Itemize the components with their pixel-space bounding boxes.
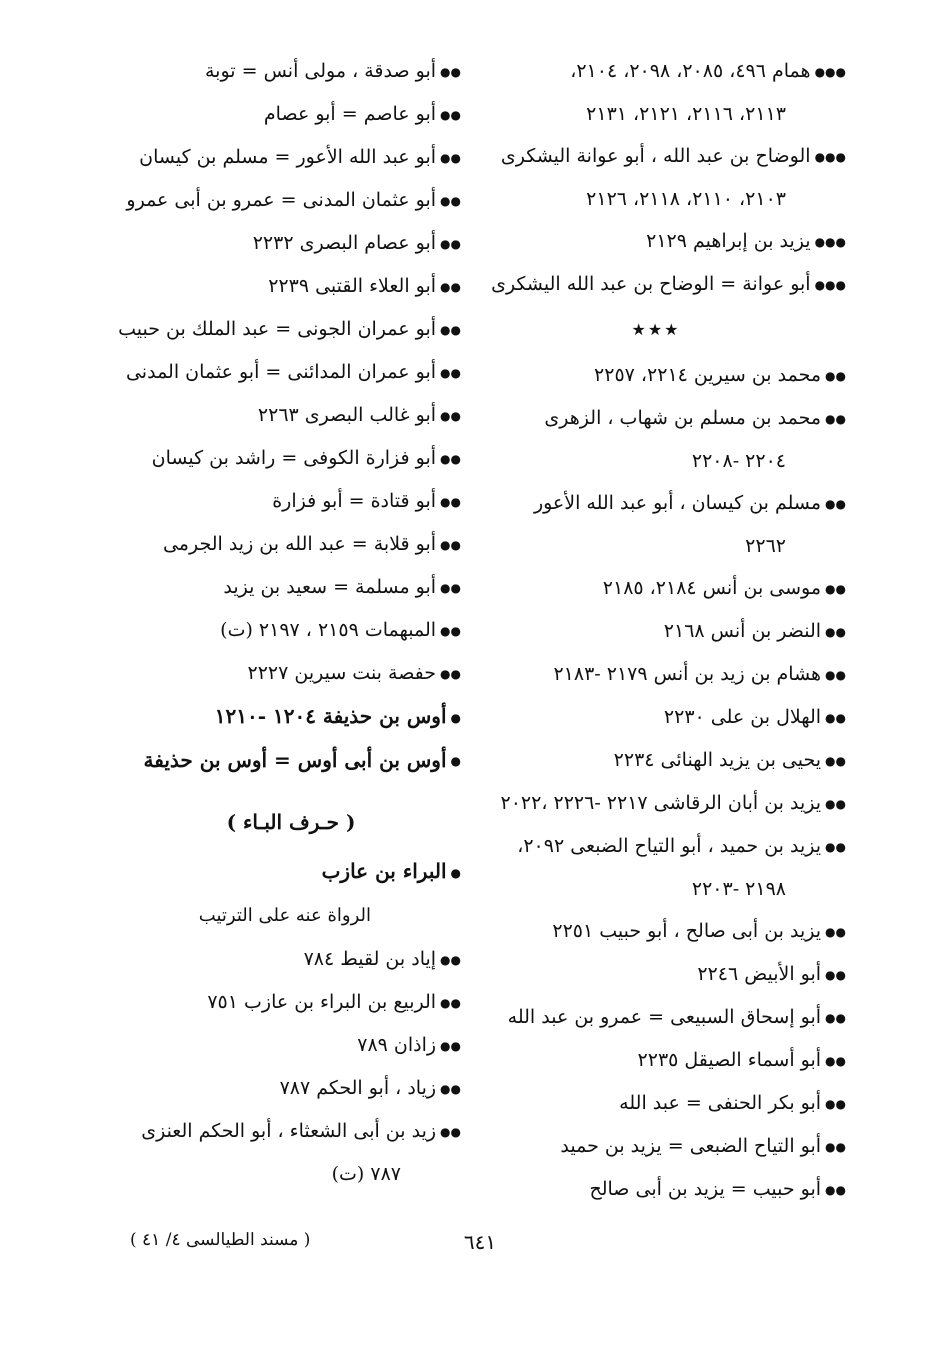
bullet-dots-icon: ●● [440, 995, 461, 1010]
entry-text: زياد ، أبو الحكم ٧٨٧ [279, 1076, 437, 1099]
bullet-dots-icon: ●● [440, 1038, 461, 1053]
source-reference: ( مسند الطيالسى ٤/ ٤١ ) [130, 1230, 311, 1250]
bullet-dots-icon: ●● [440, 194, 461, 208]
entry-text: أبو صدقة ، مولى أنس = توبة [205, 60, 437, 82]
bullet-dots-icon: ●● [440, 409, 461, 423]
bullet-dots-icon: ●● [825, 1097, 846, 1111]
bullet-dots-icon: ●● [440, 237, 461, 251]
entry-text: أبو قلابة = عبد الله بن زيد الجرمى [162, 533, 437, 555]
bullet-dots-icon: ●● [825, 582, 846, 596]
entry-text: أبو حبيب = يزيد بن أبى صالح [589, 1178, 822, 1200]
entry-text: يحيى بن يزيد الهنائى ٢٢٣٤ [613, 749, 822, 771]
entry-text: أبو عوانة = الوضاح بن عبد الله اليشكرى [491, 273, 811, 295]
entry-text: موسى بن أنس ٢١٨٤، ٢١٨٥ [602, 577, 822, 599]
entry-text: المبهمات ٢١٥٩ ، ٢١٩٧ (ت) [220, 619, 437, 641]
index-entry [466, 354, 846, 397]
entry-text: يزيد بن إبراهيم ٢١٢٩ [646, 230, 811, 252]
index-entry [466, 397, 846, 440]
bullet-dots-icon: ●● [440, 495, 461, 509]
section-divider-stars: ★★★ [631, 320, 681, 339]
bullet-dots-icon: ●● [440, 1081, 461, 1096]
entry-text: أبو التياح الضبعى = يزيد بن حميد [560, 1135, 822, 1157]
entry-text: أبو عثمان المدنى = عمرو بن أبى عمرو [126, 189, 437, 211]
entry-text: ٢٢٠٤ -٢٢٠٨ [691, 450, 786, 472]
entry-text: الوضاح بن عبد الله ، أبو عوانة اليشكرى [500, 145, 811, 167]
entry-text: محمد بن سيرين ٢٢١٤، ٢٢٥٧ [594, 364, 822, 386]
index-entry [121, 1024, 461, 1067]
bullet-dots-icon: ●● [825, 797, 846, 811]
index-entry-continuation [466, 93, 846, 135]
entry-text: أبو إسحاق السبيعى = عمرو بن عبد الله [507, 1006, 822, 1028]
entry-text: زاذان ٧٨٩ [357, 1033, 437, 1056]
entry-text: أبو فزارة الكوفى = راشد بن كيسان [151, 447, 437, 469]
bullet-dots-icon: ●● [440, 280, 461, 294]
index-entry [466, 696, 846, 739]
index-entry [121, 850, 461, 894]
entry-text: الربيع بن البراء بن عازب ٧٥١ [207, 990, 437, 1013]
entry-text: ٢١١٣، ٢١١٦، ٢١٢١، ٢١٣١ [586, 103, 786, 125]
entry-text: أبو قتادة = أبو فزارة [272, 490, 437, 512]
entry-text: ٢١٩٨ -٢٢٠٣ [691, 878, 786, 900]
bullet-dots-icon: ●● [440, 151, 461, 165]
entry-text: إياد بن لقيط ٧٨٤ [303, 947, 437, 970]
index-entry [466, 910, 846, 953]
bullet-dots-icon: ●● [440, 1124, 461, 1139]
subheading: الرواة عنه على الترتيب [198, 904, 371, 926]
entry-text: يزيد بن أبان الرقاشى ٢٢١٧ -٢٢٢٦ ،٢٠٢٢ [500, 792, 822, 814]
index-entry [121, 739, 461, 783]
index-entry [121, 981, 461, 1024]
bullet-dots-icon: ●● [825, 754, 846, 768]
index-entry [121, 480, 461, 523]
bullet-dots-icon: ●● [825, 711, 846, 725]
index-entry [121, 609, 461, 652]
bullet-dots-icon: ●● [825, 1140, 846, 1154]
entry-text: أبو العلاء القتبى ٢٢٣٩ [268, 275, 437, 297]
entry-text: أبو عمران المدائنى = أبو عثمان المدنى [125, 361, 437, 383]
bullet-dots-icon: ●● [825, 840, 846, 854]
bullet-dots-icon: ●●● [814, 278, 846, 292]
entry-text: أبو الأبيض ٢٢٤٦ [697, 963, 822, 985]
index-entry [118, 308, 461, 351]
index-entry [466, 825, 846, 868]
bullet-dots-icon: ●●● [814, 150, 846, 164]
bullet-dots-icon: ●● [825, 668, 846, 682]
entry-text: أبو عبد الله الأعور = مسلم بن كيسان [139, 146, 437, 168]
index-entry [466, 482, 846, 525]
index-entry [121, 93, 461, 136]
bullet-dots-icon: ●● [440, 65, 461, 79]
entry-text: همام ٤٩٦، ٢٠٨٥، ٢٠٩٨، ٢١٠٤، [570, 60, 811, 82]
bullet-dots-icon: ●● [825, 497, 846, 511]
bullet-dots-icon: ●● [440, 624, 461, 638]
entry-text: ٧٨٧ (ت) [331, 1162, 401, 1185]
index-entry [121, 695, 461, 739]
index-entry [466, 1168, 846, 1211]
bullet-dots-icon: ●● [440, 952, 461, 967]
bullet-dots-icon: ●● [825, 369, 846, 383]
bullet-dots-icon: ●● [440, 108, 461, 122]
index-entry [121, 394, 461, 437]
bullet-dots-icon: ●● [825, 968, 846, 982]
bullet-dots-icon: ●● [440, 538, 461, 552]
index-entry [466, 263, 846, 306]
index-entry [121, 222, 461, 265]
index-entry-continuation [466, 440, 846, 482]
entry-text: زيد بن أبى الشعثاء ، أبو الحكم العنزى [141, 1119, 437, 1142]
entry-text: ٢٢٦٢ [745, 535, 786, 557]
bullet-dots-icon: ●●● [814, 65, 846, 79]
index-entry [121, 523, 461, 566]
index-entry [121, 265, 461, 308]
index-entry [466, 953, 846, 996]
index-entry [121, 437, 461, 480]
entry-text: الهلال بن على ٢٢٣٠ [663, 706, 822, 728]
bullet-dots-icon: ●● [825, 412, 846, 426]
bullet-dots-icon: ●● [440, 366, 461, 380]
bullet-dots-icon: ●● [825, 1011, 846, 1025]
entry-text: أبو أسماء الصيقل ٢٢٣٥ [637, 1049, 822, 1071]
entry-text: النضر بن أنس ٢١٦٨ [663, 620, 822, 642]
index-entry [466, 567, 846, 610]
bullet-dots-icon: ●●● [814, 235, 846, 249]
entry-text: هشام بن زيد بن أنس ٢١٧٩ -٢١٨٣ [553, 663, 822, 685]
index-entry [466, 1039, 846, 1082]
entry-text: يزيد بن أبى صالح ، أبو حبيب ٢٢٥١ [552, 920, 822, 942]
index-entry [121, 1110, 461, 1153]
entry-text: أبو عاصم = أبو عصام [263, 103, 437, 125]
index-entry [466, 782, 846, 825]
bullet-dots-icon: ● [450, 710, 461, 725]
index-entry [121, 566, 461, 609]
entry-text: أبو عمران الجونى = عبد الملك بن حبيب [118, 318, 437, 340]
index-entry [121, 351, 461, 394]
page-number: ٦٤١ [463, 1230, 497, 1254]
index-entry [466, 739, 846, 782]
entry-text: أبو غالب البصرى ٢٢٦٣ [257, 404, 437, 426]
bullet-dots-icon: ● [450, 865, 461, 880]
bullet-dots-icon: ●● [825, 625, 846, 639]
index-entry [466, 610, 846, 653]
section-heading: ( حـرف البـاء ) [226, 810, 356, 834]
entry-text: مسلم بن كيسان ، أبو عبد الله الأعور [533, 492, 822, 514]
index-entry [121, 179, 461, 222]
bullet-dots-icon: ●● [825, 925, 846, 939]
index-column-right [466, 50, 846, 1211]
bullet-dots-icon: ●● [825, 1183, 846, 1197]
bullet-dots-icon: ●● [440, 452, 461, 466]
bullet-dots-icon: ●● [440, 323, 461, 337]
index-entry-continuation [466, 525, 846, 567]
index-entry [466, 1125, 846, 1168]
page-footer [0, 1230, 936, 1270]
index-entry [466, 220, 846, 263]
bullet-dots-icon: ●● [440, 581, 461, 595]
index-entry-continuation [466, 868, 846, 910]
index-entry [121, 136, 461, 179]
entry-text: محمد بن مسلم بن شهاب ، الزهرى [544, 407, 822, 429]
entry-text: البراء بن عازب [321, 859, 447, 883]
index-entry [466, 50, 846, 93]
index-entry [121, 50, 461, 93]
entry-text: أبو بكر الحنفى = عبد الله [619, 1092, 822, 1114]
entry-text: أبو عصام البصرى ٢٢٣٢ [252, 232, 437, 254]
index-entry [466, 653, 846, 696]
entry-text: أوس بن حذيفة ١٢٠٤ -١٢١٠ [214, 704, 447, 728]
bullet-dots-icon: ●● [825, 1054, 846, 1068]
entry-text: ٢١٠٣، ٢١١٠، ٢١١٨، ٢١٢٦ [586, 188, 786, 210]
entry-text: حفصة بنت سيرين ٢٢٢٧ [247, 662, 437, 684]
entry-text: أبو مسلمة = سعيد بن يزيد [223, 576, 437, 598]
bullet-dots-icon: ●● [440, 667, 461, 681]
index-entry-continuation [121, 1153, 461, 1195]
index-entry-continuation [466, 178, 846, 220]
index-entry [466, 1082, 846, 1125]
index-column-left [118, 50, 461, 1195]
index-entry [466, 135, 846, 178]
bullet-dots-icon: ● [450, 754, 461, 768]
index-entry [121, 652, 461, 695]
entry-text: يزيد بن حميد ، أبو التياح الضبعى ٢٠٩٢، [517, 835, 822, 857]
entry-text: أوس بن أبى أوس = أوس بن حذيفة [143, 747, 447, 772]
index-entry [466, 996, 846, 1039]
index-entry [121, 1067, 461, 1110]
index-entry [121, 938, 461, 981]
